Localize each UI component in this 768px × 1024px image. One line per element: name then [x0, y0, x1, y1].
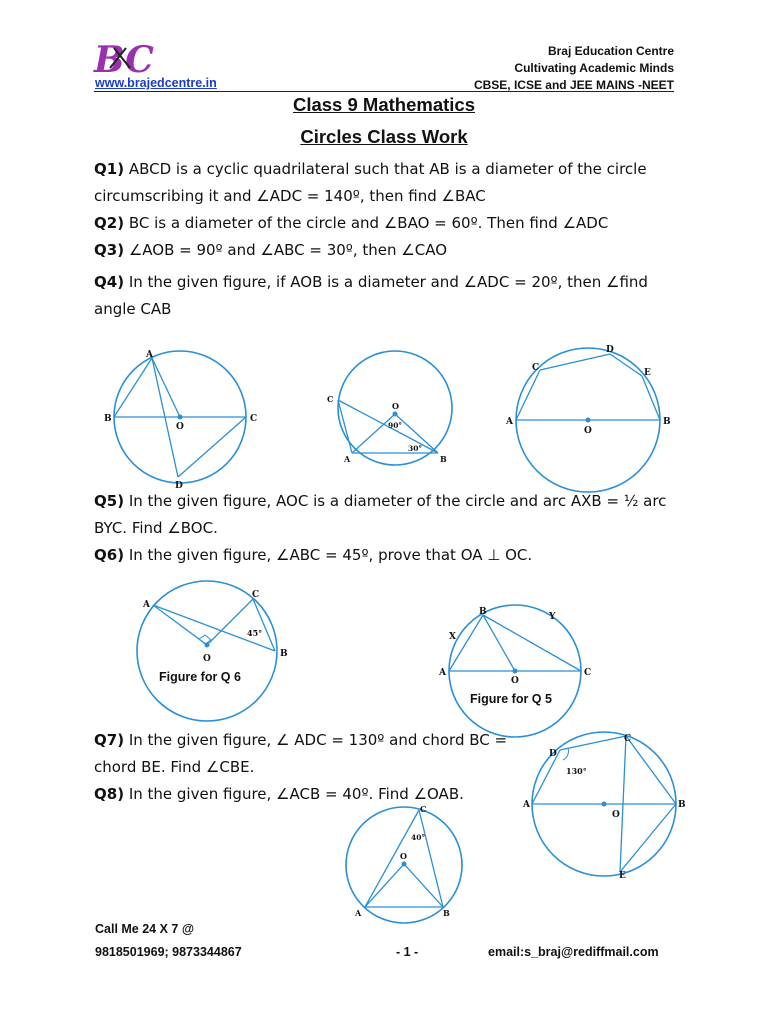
point-label: O [584, 426, 592, 436]
figure-caption-q5: Figure for Q 5 [470, 692, 552, 706]
point-label: C [252, 590, 260, 600]
point-label: A [355, 908, 362, 918]
org-name: Braj Education Centre [547, 44, 674, 58]
question-3 [94, 237, 684, 264]
question-number: Q4) [94, 273, 125, 291]
question-number: Q1) [94, 160, 125, 178]
figure-q2-diameter [100, 345, 270, 491]
figure-q3-angles [322, 350, 462, 470]
point-label: X [449, 632, 456, 642]
question-text: In the given figure, AOC is a diameter of the circle and arc AXB = ½ arc BYC. Find ∠BOC. [94, 492, 667, 537]
point-label: D [549, 749, 557, 759]
point-label: O [400, 851, 407, 861]
point-label: O [511, 676, 519, 686]
point-label: A [506, 417, 513, 427]
footer-call: Call Me 24 X 7 @ [95, 922, 195, 936]
point-label: C [327, 394, 334, 404]
question-text: In the given figure, ∠ABC = 45º, prove that OA ⊥ OC. [128, 546, 533, 564]
point-label: D [175, 481, 183, 491]
point-label: C [532, 363, 540, 373]
footer-email: email:s_braj@rediffmail.com [488, 945, 659, 959]
point-label: B [678, 800, 686, 810]
point-label: D [606, 345, 614, 355]
question-number: Q8) [94, 785, 125, 803]
point-label: O [612, 810, 620, 820]
point-label: O [176, 422, 184, 432]
question-number: Q5) [94, 492, 125, 510]
logo-text: BC [94, 39, 154, 81]
question-6 [94, 542, 684, 569]
figure-q6 [135, 585, 295, 725]
point-label: O [392, 401, 399, 411]
boards: CBSE, ICSE and JEE MAINS -NEET [473, 78, 674, 92]
question-text: In the given figure, if AOB is a diameter and ∠ADC = 20º, then ∠find angle CAB [94, 273, 648, 318]
angle-label: 130° [566, 766, 587, 776]
point-label: B [280, 649, 288, 659]
question-number: Q2) [94, 214, 125, 232]
figure-caption-q6: Figure for Q 6 [159, 670, 241, 684]
question-4 [94, 269, 684, 323]
point-label: E [619, 871, 626, 881]
point-label: C [420, 804, 427, 814]
angle-label: 30° [408, 444, 423, 453]
point-label: A [146, 350, 153, 360]
point-label: O [203, 654, 211, 664]
question-1 [94, 156, 684, 210]
question-number: Q6) [94, 546, 125, 564]
question-text: ABCD is a cyclic quadrilateral such that AB is a diameter of the circle circumscribing it and ∠ADC = 140º, then find ∠BAC [94, 160, 647, 205]
header-info [474, 43, 674, 93]
point-label: E [644, 368, 651, 378]
question-text: BC is a diameter of the circle and ∠BAO = 60º. Then find ∠ADC [128, 214, 609, 232]
point-label: A [439, 668, 446, 678]
angle-label: 40° [411, 833, 426, 842]
tagline: Cultivating Academic Minds [514, 61, 674, 75]
question-7 [94, 727, 514, 781]
angle-label: 90° [388, 421, 403, 430]
question-text: In the given figure, ∠ACB = 40º. Find ∠OAB. [128, 785, 464, 803]
point-label: B [663, 417, 671, 427]
point-label: A [344, 454, 351, 464]
point-label: B [443, 908, 450, 918]
logo [92, 38, 162, 80]
figure-q4-diameter [500, 340, 680, 490]
point-label: C [584, 668, 592, 678]
angle-label: 45° [247, 628, 263, 638]
question-number: Q3) [94, 241, 125, 259]
figure-q5 [435, 605, 595, 725]
point-label: C [250, 414, 258, 424]
point-label: B [440, 454, 447, 464]
point-label: B [104, 414, 112, 424]
header-rule [94, 91, 674, 92]
figure-q7 [520, 728, 690, 888]
point-label: A [143, 600, 150, 610]
footer-phones: 9818501969; 9873344867 [95, 945, 242, 959]
website-link[interactable]: www.brajedcentre.in [95, 76, 217, 90]
question-text: In the given figure, ∠ ADC = 130º and chord BC = chord BE. Find ∠CBE. [94, 731, 508, 776]
question-2 [94, 210, 684, 237]
question-text: ∠AOB = 90º and ∠ABC = 30º, then ∠CAO [128, 241, 448, 259]
question-5 [94, 488, 684, 542]
figure-q8 [343, 804, 473, 924]
page-subtitle: Circles Class Work [300, 126, 468, 147]
page-title: Class 9 Mathematics [292, 94, 475, 115]
page-number: - 1 - [396, 945, 419, 959]
point-label: B [479, 607, 487, 617]
point-label: A [523, 800, 530, 810]
point-label: C [624, 734, 632, 744]
question-number: Q7) [94, 731, 125, 749]
point-label: Y [549, 612, 556, 622]
